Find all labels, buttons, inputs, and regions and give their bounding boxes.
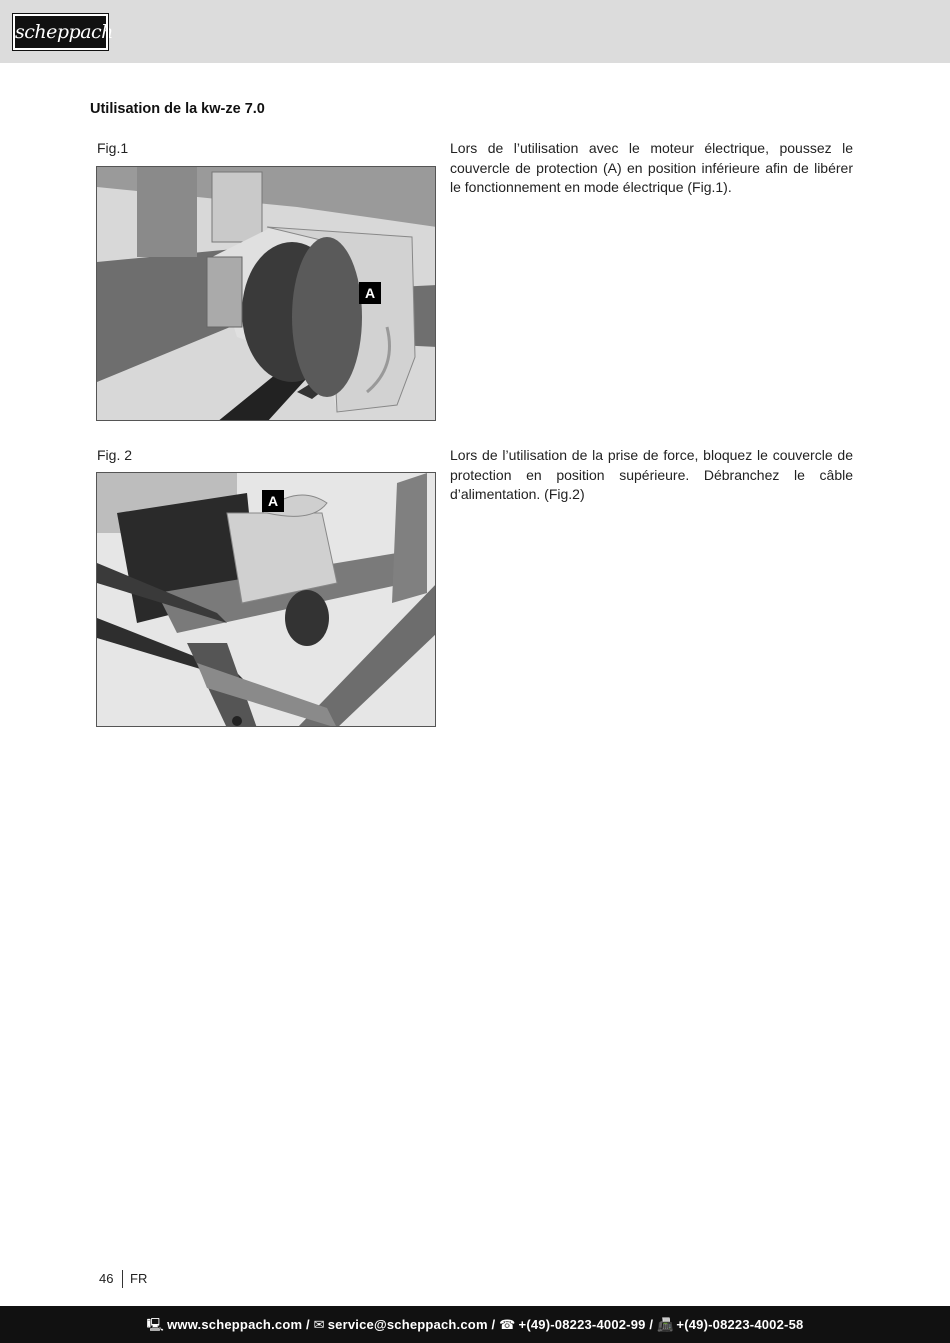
fax-icon: 📠 — [657, 1317, 674, 1332]
scheppach-logo: scheppach — [13, 14, 108, 50]
figure-2-label: Fig. 2 — [97, 447, 133, 463]
footer-separator: / — [487, 1317, 500, 1332]
callout-a-figure-1: A — [359, 282, 381, 304]
phone-icon: ☎ — [499, 1317, 516, 1332]
figure-1-description: Lors de l’utilisation avec le moteur électrique, poussez le couvercle de protection (A) en position inférieure afin de libérer le fonctionnement en mode électrique (Fig.1). — [450, 140, 853, 195]
page-number-separator — [122, 1270, 123, 1288]
footer-email[interactable]: service@scheppach.com — [327, 1317, 488, 1332]
page-footer — [0, 1306, 950, 1343]
computer-icon: 🖳 — [146, 1317, 165, 1332]
footer-separator: / — [645, 1317, 658, 1332]
mail-icon: ✉ — [313, 1317, 325, 1332]
footer-phone: +(49)-08223-4002-99 — [518, 1317, 646, 1332]
figure-1-label: Fig.1 — [97, 140, 129, 156]
page-language: FR — [130, 1271, 148, 1286]
footer-fax: +(49)-08223-4002-58 — [676, 1317, 804, 1332]
figure-1-photo — [96, 166, 436, 421]
figure-1-illustration — [97, 167, 436, 421]
section-title: Utilisation de la kw-ze 7.0 — [90, 101, 265, 117]
footer-separator: / — [302, 1317, 314, 1332]
page-number: 46 — [99, 1271, 114, 1286]
callout-a-figure-2: A — [262, 490, 284, 512]
figure-2-description: Lors de l’utilisation de la prise de force, bloquez le couvercle de protection en position supérieure. Débranchez le câble d’alimentation. (Fig.2) — [450, 447, 853, 502]
footer-website[interactable]: www.scheppach.com — [167, 1317, 303, 1332]
page-header — [0, 0, 950, 63]
